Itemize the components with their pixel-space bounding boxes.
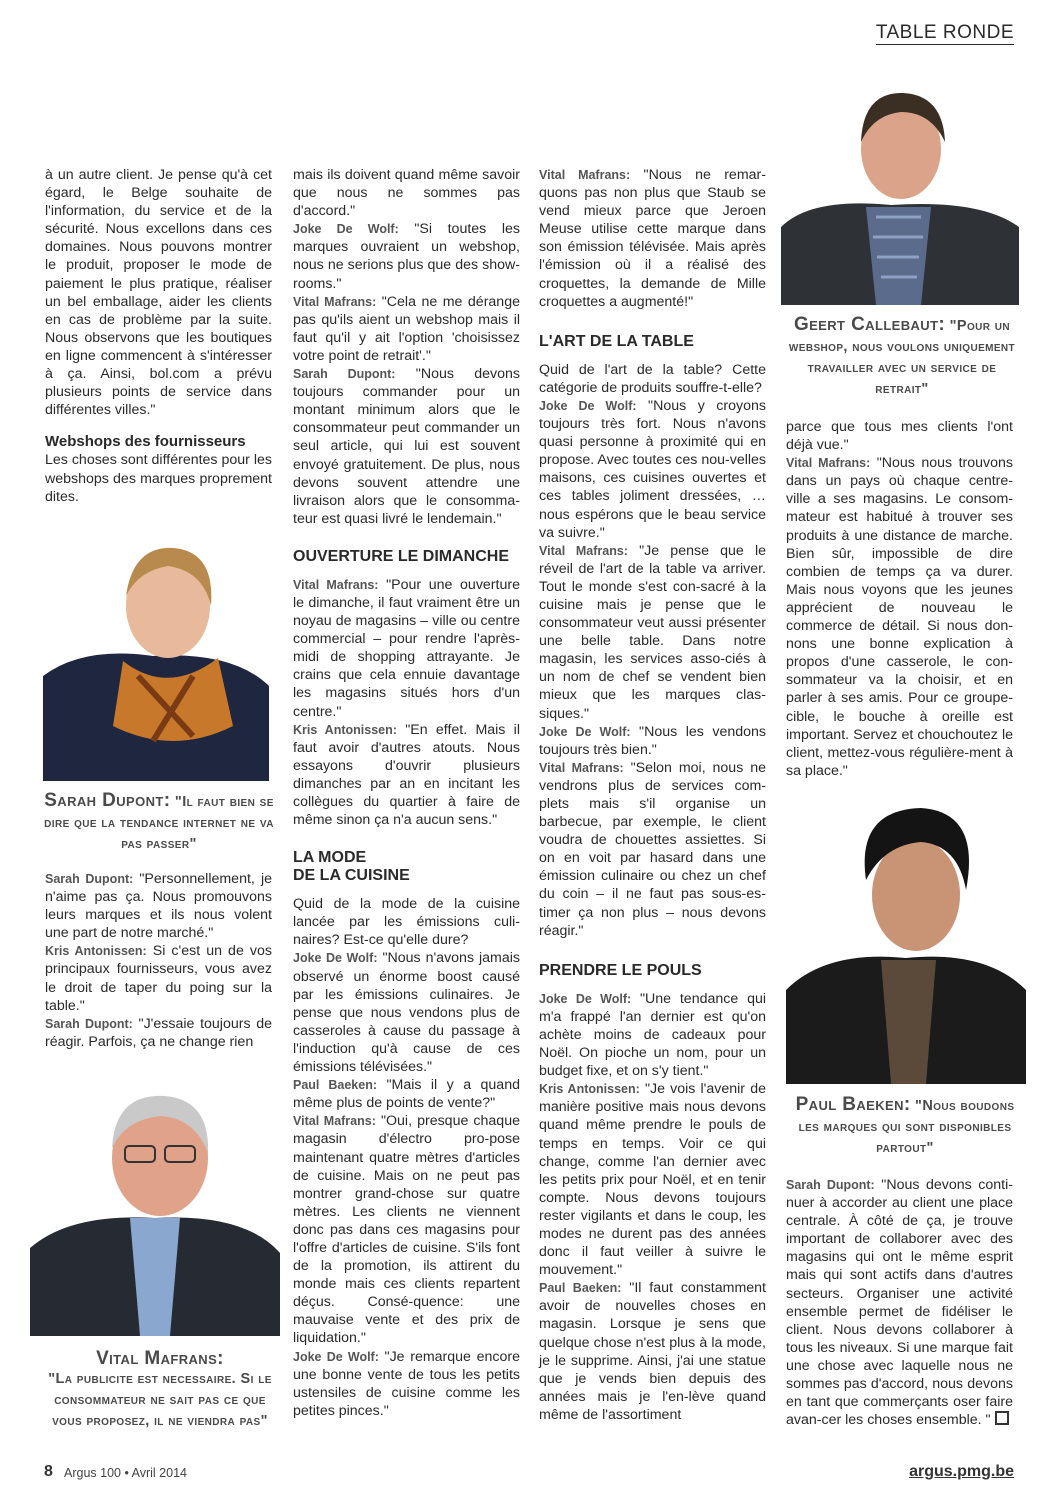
speech-text: "Personnellement, je n'aime pas ça. Nous promouvons leurs marques et ils nous volent une part de notre marché." <box>45 871 272 942</box>
speaker-name: Vital Mafrans: <box>786 456 871 471</box>
speaker-name: Vital Mafrans: <box>539 760 624 775</box>
heading-mode-cuisine <box>293 849 520 885</box>
heading-art-table: L'ART DE LA TABLE <box>539 332 694 350</box>
speaker-name: Vital Mafrans: <box>293 294 377 309</box>
speech-text: "Je remarque encore une bonne vente de tous les petits ustensiles de cuisine comme les petites pinces." <box>293 1348 520 1419</box>
speech <box>539 723 766 759</box>
speech-text: "Nous devons conti-nuer à accorder au client une place centrale. À côté de ça, je trouve important de collaborer avec des magasins qui ont le même esprit mais qui sont actifs dans d'autres secteurs. Organiser une activité ensemble permet de fidéliser le client. Nous devons collaborer à tous les niveaux. Si une marque fait une chose avec laquelle nous ne sommes pas d'accord, nous devons en tant que commerçants oser faire avan-cer les choses ensemble. " <box>786 1177 1013 1429</box>
speech <box>45 1015 272 1051</box>
speech <box>786 454 1013 780</box>
speaker-name: Sarah Dupont: <box>45 1016 133 1031</box>
speaker-name: Vital Mafrans: <box>293 1114 376 1129</box>
column-2 <box>293 166 520 1420</box>
speaker-name: Joke De Wolf: <box>293 222 399 237</box>
caption-name: Paul Baeken: <box>795 1094 911 1115</box>
sarah-dupont-photo <box>43 526 269 781</box>
column-1-bottom <box>45 870 272 1051</box>
magazine-issue: Argus 100 • Avril 2014 <box>64 1466 187 1480</box>
geert-callebaut-photo <box>781 87 1019 305</box>
caption-quote: "La publicite est necessaire. Si le consommateur ne sait pas ce que vous proposez, il ne viendra pas" <box>48 1371 272 1429</box>
speech-text: "J'essaie toujours de réagir. Parfois, ça ne change rien <box>45 1015 273 1050</box>
column-4-top <box>786 418 1013 780</box>
speaker-name: Kris Antonissen: <box>45 944 147 959</box>
speech-text: "Selon moi, nous ne vendrons plus de services com-plets mais s'il organise un barbecue, par exemple, le client voudra de chouettes assiettes. Si on en voit par hasard dans une émission culinaire ou chez un chef du coin – il ne faut pas sous-es-timer ça non plus – nous devons réagir." <box>539 759 766 939</box>
heading-line: DE LA CUISINE <box>293 867 410 885</box>
heading-pouls: PRENDRE LE POULS <box>539 961 702 979</box>
page-number: 8 <box>44 1463 53 1480</box>
speech <box>539 397 766 542</box>
paragraph: parce que tous mes clients l'ont déjà vue." <box>786 419 1013 454</box>
speech <box>539 990 766 1080</box>
speech-text: "Je pense que le réveil de l'art de la table va arriver. Tout le monde s'est con-sacré à la cuisine mais je pense que le consommateur veut aussi présenter une belle table. Dans notre magasin, les services asso-ciés à un nom de chef se vendent bien mieux que les marques clas-siques." <box>539 542 766 722</box>
speaker-name: Vital Mafrans: <box>539 543 628 558</box>
paragraph: Les choses sont différentes pour les webshops des marques proprement dites. <box>45 452 272 505</box>
speech-text: "En effet. Mais il faut avoir d'autres atouts. Nous essayons d'ouvrir plusieurs dimanches par an en incitant les collègues du quartier à faire de même sinon ça n'a aucun sens." <box>293 721 520 829</box>
speech <box>539 1279 766 1424</box>
speaker-name: Kris Antonissen: <box>539 1082 640 1097</box>
paragraph: mais ils doivent quand même savoir que nous ne sommes pas d'accord." <box>293 167 520 220</box>
speech-text: "Nous y croyons toujours très fort. Nous n'avons quasi personne à proximité qui en propose. Avec toutes ces nou-velles maisons, ces cuisines ouvertes et ces tables joliment dressées, … nous espérons que le beau service va suivre." <box>539 397 766 541</box>
paragraph: Quid de la mode de la cuisine lancée par les émissions culi-naires? Est-ce qu'elle dure? <box>293 896 520 949</box>
speaker-name: Paul Baeken: <box>293 1078 378 1093</box>
speech-text: "Nous les vendons toujours très bien." <box>539 723 766 758</box>
website-link[interactable]: argus.pmg.be <box>909 1463 1014 1480</box>
speaker-name: Vital Mafrans: <box>293 577 379 592</box>
speaker-name: Joke De Wolf: <box>539 398 637 413</box>
speech <box>293 1112 520 1347</box>
speech <box>293 365 520 528</box>
speech-text: "Je vois l'avenir de manière positive mais nous devons quand même prendre le pouls de temps en temps. Voir ce qui change, comme l'an dernier avec les petits prix pour Noël, et en tenir compte. Nous devons toujours rester vigilants et dans le coup, les modes ne durent pas des années donc il faut veiller à suivre le mouvement." <box>539 1081 766 1279</box>
speech-text: "Oui, presque chaque magasin d'électro pro-pose maintenant quatre mètres d'articles de cuisine. Mais on ne peut pas montrer grand-chose sur quatre mètres. Les clients ne viennent donc pas dans ces magasins pour l'offre d'articles de cuisine. S'ils font de la promotion, ils attirent du monde mais ces clients repartent déçus. Consé-quence: une mauvaise vente et des prix de liquidation." <box>293 1113 520 1347</box>
paragraph: à un autre client. Je pense qu'à cet égard, le Belge souhaite de l'information, du service et de la sécurité. Nous excellons dans ces domaines. Nous pouvons montrer le produit, proposer le mode de paiement le plus pratique, réaliser un bel emballage, aider les clients en cas de problème par la suite. Nous observons que les boutiques en ligne commencent à s'intéresser à ça. Ainsi, bol.com a prévu plusieurs points de service dans différentes villes." <box>45 167 272 419</box>
speech <box>45 942 272 1014</box>
speaker-name: Joke De Wolf: <box>293 951 378 966</box>
end-of-article-icon <box>995 1411 1009 1425</box>
speech <box>786 1176 1013 1429</box>
caption-quote: "Nous boudons les marques qui sont disponibles partout" <box>798 1098 1015 1156</box>
speaker-name: Vital Mafrans: <box>539 168 631 182</box>
vital-mafrans-photo <box>30 1078 280 1336</box>
heading-line: LA MODE <box>293 849 367 867</box>
speaker-name: Joke De Wolf: <box>539 724 631 739</box>
caption-vital <box>40 1348 280 1432</box>
speech-text: "Si toutes les marques ouvraient un webshop, nous ne serions plus que des show-rooms." <box>293 221 520 292</box>
speech <box>293 220 520 292</box>
speech-text: Si c'est un de vos principaux fournisseurs, vous avez le droit de taper du poing sur la table." <box>45 943 272 1014</box>
section-tag: TABLE RONDE <box>875 22 1014 43</box>
speech-text: "Nous nous trouvons dans un pays où chaque centre-ville a ses magasins. Le consom-mateur est habitué à trouver ses produits à une distance de marche. Bien sûr, impossible de dire combien de temps ça va durer. Mais nous voyons que les jeunes apprécient de nouveau le commerce de détail. Si nous don-nons une bonne explication à propos d'une casserole, le con-sommateur va la choisir, et en parler à ses amis. Pour ce groupe-cible, le bouche à oreille est important. Servez et chouchoutez le client, mettez-vous régulière-ment à sa place." <box>786 455 1013 779</box>
speaker-name: Sarah Dupont: <box>45 872 134 886</box>
speech <box>293 1076 520 1112</box>
subheading-webshops: Webshops des fournisseurs <box>45 433 246 451</box>
heading-dimanche: OUVERTURE LE DIMANCHE <box>293 547 510 565</box>
speech <box>293 576 520 721</box>
column-4-bottom <box>786 1176 1013 1429</box>
speech-text: "Pour une ouverture le dimanche, il faut vraiment être un noyau de magasins – ville ou centre commercial – pour rendre l'après-midi de shopping attrayante. Je crains que cela ennuie davantage les magasins situés hors d'un centre." <box>293 576 520 720</box>
speaker-name: Paul Baeken: <box>539 1281 622 1296</box>
speech-text: "Nous n'avons jamais observé un énorme boost causé par les émissions culinaires. Je pense que nous vendons plus de casseroles à cause du passage à l'induction qu'à cause de ces émissions télévisées." <box>293 950 521 1076</box>
speech <box>293 721 520 830</box>
speech <box>293 1348 520 1420</box>
caption-name: Sarah Dupont: <box>44 790 171 811</box>
column-3 <box>539 166 766 1424</box>
speech-text: "Cela ne me dérange pas qu'ils aient un webshop mais il faut qu'il y ait l'option 'choisissez votre point de retrait'." <box>293 293 520 364</box>
speaker-name: Joke De Wolf: <box>293 1349 379 1364</box>
speech-text: "Une tendance qui m'a frappé l'an dernier est qu'on achète moins de cadeaux pour Noël. On pioche un nom, pour un budget fixe, et on s'y tient." <box>539 990 766 1080</box>
speaker-name: Sarah Dupont: <box>786 1178 875 1192</box>
speaker-name: Sarah Dupont: <box>293 367 396 382</box>
caption-quote: "Il faut bien se dire que la tendance internet ne va pas passer" <box>44 794 274 852</box>
speech <box>539 542 766 723</box>
speech <box>293 293 520 365</box>
speech-text: "Nous devons toujours commander pour un montant minimum alors que le consommateur peut commander un seul article, qui lui est souvent envoyé gratuitement. De plus, nous devons souvent attendre une livraison alors que le consomma-teur est quasi livré le lendemain." <box>293 366 521 527</box>
speech <box>539 1080 766 1279</box>
paul-baeken-photo <box>786 800 1026 1084</box>
speech <box>293 949 520 1076</box>
speech <box>539 166 766 311</box>
caption-name: Geert Callebaut: <box>793 314 946 335</box>
speech-text: "Mais il y a quand même plus de points de vente?" <box>293 1077 520 1112</box>
speech <box>45 870 272 942</box>
paragraph: Quid de l'art de la table? Cette catégorie de produits souffre-t-elle? <box>539 361 766 396</box>
caption-name: Vital Mafrans: <box>96 1348 224 1369</box>
caption-quote: "Pour un webshop, nous voulons uniquement travailler avec un service de retrait" <box>788 318 1016 397</box>
speech-text: "Il faut constamment avoir de nouvelles choses en magasin. Lorsque je sens que quelque chose n'est plus à la mode, je le supprime. Ainsi, j'ai une statue que je vends bien depuis des années mais je l'en-lève quand même de l'assortiment <box>539 1280 766 1423</box>
caption-sarah <box>44 790 274 855</box>
caption-geert <box>784 314 1020 400</box>
speech <box>539 759 766 940</box>
column-1-top <box>45 166 272 506</box>
caption-paul <box>786 1094 1024 1159</box>
speaker-name: Kris Antonissen: <box>293 722 397 737</box>
speech-text: "Nous ne remar-quons pas non plus que Staub se vend mieux parce que Jeroen Meuse utilise cette marque dans son émission télévisée. Mais après l'émission où il a réalisé des croquettes, la demande de Mille croquettes a augmenté!" <box>539 167 766 310</box>
speaker-name: Joke De Wolf: <box>539 991 632 1006</box>
